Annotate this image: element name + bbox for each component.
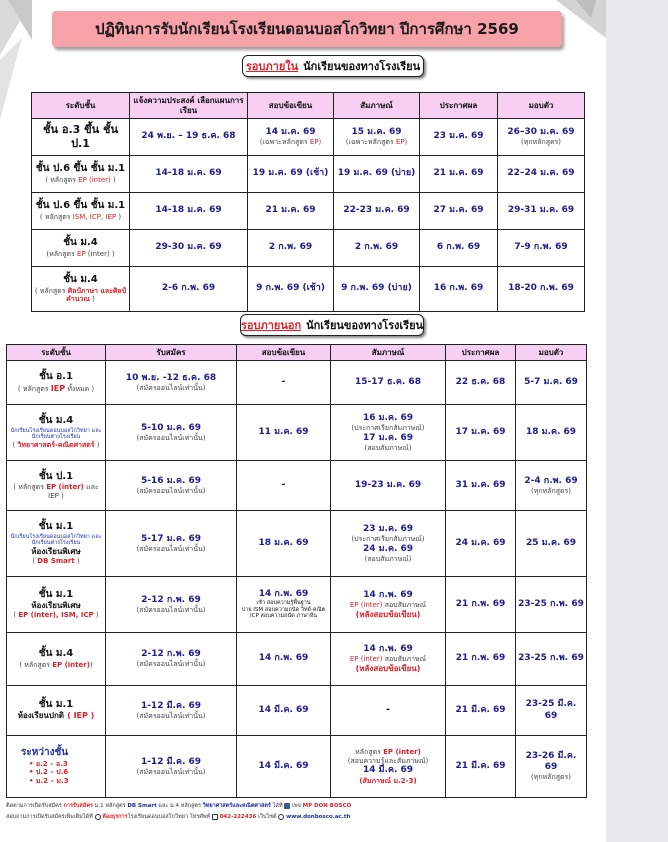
interview-cell: -	[331, 686, 446, 736]
level-note-text: ( หลักสูตร	[34, 286, 68, 295]
interview-cell: 19 ม.ค. 69 (บ่าย)	[334, 156, 420, 193]
report-cell: 18 ม.ค. 69	[516, 405, 587, 461]
level-note-emphasis: ศิลป์ภาษา และศิลป์คำนวณ	[66, 286, 127, 304]
exam-note-text: (เฉพาะหลักสูตร	[259, 138, 310, 147]
report-cell: 22–24 ม.ค. 69	[498, 156, 585, 193]
intent-cell: 24 พ.ย. – 19 ธ.ค. 68	[130, 119, 248, 156]
interview-date: 16 ม.ค. 69	[362, 412, 414, 423]
exam-date: 14 ม.ค. 69	[265, 127, 316, 137]
column-header: สอบข้อเขียน	[248, 93, 334, 119]
phone-number[interactable]: 042-222436	[219, 814, 257, 820]
level-note-text: และ IEP )	[48, 483, 99, 500]
level-note-emphasis: EP (inter), ISM, ICP	[18, 611, 94, 620]
announce-cell: 21 ก.พ. 69	[446, 577, 516, 633]
apply-cell	[106, 361, 237, 405]
column-header: มอบตัว	[498, 93, 585, 119]
report-cell: 23-25 มี.ค. 69	[516, 686, 587, 736]
announce-cell: 21 มี.ค. 69	[446, 686, 516, 736]
report-date: 26–30 ม.ค. 69	[507, 127, 575, 137]
interview-program-note	[333, 748, 443, 757]
announce-cell: 21 มี.ค. 69	[446, 736, 516, 798]
level-cell	[32, 230, 130, 267]
interview-date: 14 ก.พ. 69	[363, 589, 413, 600]
level-cell: ชั้น อ.3 ขึ้น ชั้น ป.1	[32, 119, 130, 156]
interview-note-text: หลักสูตร	[355, 747, 384, 756]
level-title: ชั้น ป.6 ขึ้น ชั้น ม.1	[35, 163, 126, 175]
level-cell	[7, 361, 106, 405]
apply-date: 5-10 ม.ค. 69	[140, 422, 202, 433]
interview-date: 14 มี.ค. 69	[362, 765, 414, 776]
footer-emphasis: ห้องธุรการ	[102, 814, 128, 820]
interview-note-emphasis: EP (inter)	[383, 747, 421, 756]
apply-cell	[106, 633, 237, 686]
level-note-text: (	[12, 440, 18, 449]
exam-note	[250, 138, 331, 147]
interview-note: (ประกาศเรียกสัมภาษณ์)	[351, 534, 425, 543]
exam-session-note: ICP สอบความถนัด ภาษาจีน	[250, 613, 317, 620]
table-header-row	[7, 345, 587, 361]
online-only-note: (สมัครออนไลน์เท่านั้น)	[136, 433, 206, 442]
online-only-note: (สมัครออนไลน์เท่านั้น)	[136, 383, 206, 392]
level-title: ชั้น อ.1	[39, 371, 73, 383]
page-title-banner	[52, 11, 562, 47]
table-row	[7, 633, 587, 686]
section-label-emphasis: รอบภายใน	[245, 60, 299, 73]
level-title: ระหว่างชั้น	[21, 747, 69, 759]
column-header: สอบข้อเขียน	[237, 345, 331, 361]
level-title: ชั้น ม.4	[63, 237, 98, 249]
report-cell: 25 ม.ค. 69	[516, 511, 587, 577]
level-range-item: • ป.2 – ป.6	[29, 768, 69, 777]
report-cell: 23-25 ก.พ. 69	[516, 633, 587, 686]
interview-date: 14 ก.พ. 69	[363, 644, 413, 654]
exam-cell	[248, 119, 334, 156]
level-title: ชั้น ม.4	[63, 274, 98, 285]
online-only-note: (สมัครออนไลน์เท่านั้น)	[136, 660, 206, 669]
footer-line-2	[6, 813, 606, 821]
interview-note-after-exam: (หลังสอบข้อเขียน)	[355, 664, 421, 673]
level-title: ชั้น ม.1	[38, 698, 74, 710]
report-date: 2-4 ก.พ. 69	[524, 475, 578, 486]
level-note	[9, 384, 103, 394]
level-note-emphasis: DB Smart	[37, 556, 75, 565]
apply-cell	[106, 461, 237, 511]
exam-session-note: เช้า สอบความรู้พื้นฐาน	[256, 600, 311, 607]
apply-date: 1-12 มี.ค. 69	[140, 756, 202, 767]
footer-text: โรงเรียนดอนบอสโกวิทยา โทรศัพท์	[127, 814, 212, 820]
exam-cell	[237, 577, 331, 633]
announce-cell: 16 ก.พ. 69	[420, 267, 498, 312]
interview-cell: 15-17 ธ.ค. 68	[331, 361, 446, 405]
online-only-note: (สมัครออนไลน์เท่านั้น)	[136, 711, 206, 720]
interview-note: (สอบความรู้และสัมภาษณ์)	[347, 756, 429, 765]
table-row	[7, 736, 587, 798]
interview-cell	[334, 119, 420, 156]
exam-cell: 14 มี.ค. 69	[237, 686, 331, 736]
exam-cell: -	[237, 361, 331, 405]
interview-cell: 19-23 ม.ค. 69	[331, 461, 446, 511]
interview-cell: 22-23 ม.ค. 69	[334, 193, 420, 230]
section-label-emphasis: รอบภายนอก	[240, 319, 302, 332]
interview-note-text: (เฉพาะหลักสูตร	[345, 138, 396, 147]
report-cell: 29-31 ม.ค. 69	[498, 193, 585, 230]
interview-cell	[331, 633, 446, 686]
level-note	[9, 661, 103, 670]
announce-cell: 21 ม.ค. 69	[420, 156, 498, 193]
level-note-text: (	[13, 611, 19, 620]
level-note-text: )	[110, 175, 116, 184]
section-label-internal	[242, 55, 424, 77]
interview-date: 17 ม.ค. 69	[362, 432, 414, 443]
exam-note-emphasis: EP)	[309, 138, 322, 147]
column-header: รับสมัคร	[106, 345, 237, 361]
column-header: ประกาศผล	[420, 93, 498, 119]
footer-text: ได้ที่	[270, 803, 285, 809]
exam-cell: 14 มี.ค. 69	[237, 736, 331, 798]
section-label-external	[240, 314, 424, 336]
apply-date: 2-12 ก.พ. 69	[141, 594, 201, 605]
apply-cell	[106, 686, 237, 736]
level-program: ห้องเรียนพิเศษ	[31, 546, 81, 556]
interview-note-text: สอบสัมภาษณ์	[382, 655, 427, 664]
section-label-text: นักเรียนของทางโรงเรียน	[303, 60, 421, 73]
column-header: ระดับชั้น	[32, 93, 130, 119]
exam-session-note: บ่าย ISM สอบความถนัด วิทย์-คณิต	[241, 606, 326, 613]
level-note-emphasis: วิทยาศาสตร์-คณิตศาสตร์	[17, 440, 95, 449]
announce-cell: 31 ม.ค. 69	[446, 461, 516, 511]
table-row	[7, 361, 587, 405]
level-note	[9, 441, 103, 450]
interview-note: (สอบสัมภาษณ์)	[364, 554, 412, 563]
table-row	[7, 511, 587, 577]
level-note	[34, 176, 127, 185]
apply-date: 2-12 ก.พ. 69	[141, 649, 201, 659]
table-row	[32, 156, 585, 193]
table-row	[32, 193, 585, 230]
exam-cell: -	[237, 461, 331, 511]
interview-note	[333, 601, 443, 610]
announce-cell: 23 ม.ค. 69	[420, 119, 498, 156]
level-title: ชั้น ม.4	[38, 415, 74, 427]
level-range-item: • ม.2 – ม.3	[29, 777, 69, 786]
interview-note-emphasis: EP)	[395, 138, 408, 147]
level-note-text: ทั้งหมด )	[65, 384, 95, 393]
level-program: ห้องเรียนพิเศษ	[31, 601, 81, 611]
footer-text: และ ม.4 หลักสูตร	[156, 803, 203, 809]
level-note-text: ( หลักสูตร	[39, 212, 73, 221]
column-header: สัมภาษณ์	[334, 93, 420, 119]
column-header: มอบตัว	[516, 345, 587, 361]
website-link[interactable]: www.donbosco.ac.th	[286, 814, 351, 820]
building-icon	[95, 814, 101, 820]
announce-cell: 27 ม.ค. 69	[420, 193, 498, 230]
report-date: 23-26 มี.ค. 69	[525, 750, 577, 773]
footer-text: ติดตามการเปิดรับสมัคร	[6, 803, 64, 809]
report-cell: 18-20 ก.พ. 69	[498, 267, 585, 312]
announce-cell: 17 ม.ค. 69	[446, 405, 516, 461]
exam-cell: 9 ก.พ. 69 (เช้า)	[248, 267, 334, 312]
level-cell	[7, 511, 106, 577]
table-row	[32, 230, 585, 267]
level-cell	[7, 577, 106, 633]
level-cell	[7, 686, 106, 736]
level-note-text: )	[94, 440, 100, 449]
footer-text: ม.1 หลักสูตร	[93, 803, 128, 809]
level-note-emphasis: EP (inter)	[52, 660, 90, 669]
report-cell: 5-7 ม.ค. 69	[516, 361, 587, 405]
level-note-text: (inter) )	[85, 249, 115, 258]
internal-schedule-table	[31, 92, 585, 312]
exam-cell: 11 ม.ค. 69	[237, 405, 331, 461]
facebook-page-link[interactable]: MP DON BOSCO	[302, 803, 352, 809]
globe-icon	[278, 814, 284, 820]
announce-cell: 24 ม.ค. 69	[446, 511, 516, 577]
interview-date: 23 ม.ค. 69	[362, 523, 414, 534]
interview-cell	[331, 736, 446, 798]
level-note-emphasis: ISM, ICP, IEP	[72, 212, 117, 221]
online-only-note: (สมัครออนไลน์เท่านั้น)	[136, 605, 206, 614]
exam-cell: 2 ก.พ. 69	[248, 230, 334, 267]
level-note-emphasis: IEP	[50, 383, 66, 393]
intent-cell: 2-6 ก.พ. 69	[130, 267, 248, 312]
table-row	[7, 405, 587, 461]
level-note-text: ( หลักสูตร	[17, 384, 51, 393]
level-note-text: )	[74, 556, 80, 565]
column-header: ระดับชั้น	[7, 345, 106, 361]
level-range-item: • อ.2 – อ.3	[29, 759, 68, 768]
exam-date: 14 ก.พ. 69	[258, 588, 309, 599]
footer-emphasis: DB Smart	[127, 803, 157, 809]
table-row	[32, 267, 585, 312]
level-note-emphasis: EP (inter)	[46, 483, 84, 491]
level-cell	[32, 156, 130, 193]
interview-note: (สอบสัมภาษณ์)	[364, 443, 412, 452]
footer-text: เพจ	[292, 803, 303, 809]
report-cell: 23-25 ก.พ. 69	[516, 577, 587, 633]
level-note-text: ( หลักสูตร	[13, 483, 47, 491]
level-title: ชั้น ป.1	[38, 470, 74, 482]
exam-cell: 14 ก.พ. 69	[237, 633, 331, 686]
footer-line-1	[6, 802, 606, 810]
online-only-note: (สมัครออนไลน์เท่านั้น)	[136, 767, 206, 776]
interview-cell	[331, 577, 446, 633]
footer-emphasis: การรับสมัคร	[63, 803, 93, 809]
level-cell	[7, 633, 106, 686]
level-note-text: )	[116, 212, 122, 221]
level-cell	[32, 267, 130, 312]
apply-date: 1-12 มี.ค. 69	[140, 700, 202, 711]
level-title: ชั้น ป.6 ขึ้น ชั้น ม.1	[35, 200, 126, 212]
report-cell	[498, 119, 585, 156]
report-cell: 7-9 ก.พ. 69	[498, 230, 585, 267]
report-cell	[516, 736, 587, 798]
interview-note-emphasis: EP (inter)	[349, 655, 383, 664]
apply-cell	[106, 736, 237, 798]
table-row	[7, 461, 587, 511]
apply-date: 5-16 ม.ค. 69	[140, 475, 202, 486]
level-note-emphasis: EP (inter)	[78, 175, 111, 184]
apply-date: 5-17 ม.ค. 69	[140, 533, 202, 544]
level-title: ชั้น ม.1	[38, 588, 74, 600]
level-note-text: (	[32, 556, 38, 565]
level-audience-note: นักเรียนโรงเรียนดอนบอสโกวิทยา และนักเรียนต่างโรงเรียน	[10, 427, 102, 441]
level-cell	[32, 193, 130, 230]
phone-icon	[212, 814, 218, 820]
interview-note-emphasis: EP (inter)	[349, 600, 383, 609]
footer-emphasis: วิทยาศาสตร์และคณิตศาสตร์	[202, 803, 271, 809]
online-only-note: (สมัครออนไลน์เท่านั้น)	[136, 486, 206, 495]
level-cell	[7, 461, 106, 511]
interview-note-text: สอบสัมภาษณ์	[382, 600, 427, 609]
external-schedule-table	[6, 344, 587, 798]
footer-text: เว็บไซต์	[256, 814, 279, 820]
exam-cell: 21 ม.ค. 69	[248, 193, 334, 230]
interview-note-after-exam: (สัมภาษณ์ ม.2-3)	[359, 776, 417, 785]
interview-note: (ประกาศเรียกสัมภาษณ์)	[351, 423, 425, 432]
level-note	[9, 611, 103, 620]
level-cell	[7, 405, 106, 461]
announce-cell: 22 ธ.ค. 68	[446, 361, 516, 405]
level-note	[9, 557, 103, 566]
level-note	[34, 250, 127, 259]
apply-cell	[106, 405, 237, 461]
column-header: สัมภาษณ์	[331, 345, 446, 361]
level-program: ห้องเรียนปกติ	[17, 711, 64, 721]
report-note: (ทุกหลักสูตร)	[520, 138, 562, 147]
level-note	[34, 287, 127, 305]
interview-note	[336, 138, 417, 147]
level-note-text: )	[89, 295, 95, 304]
column-header: แจ้งความประสงค์ เลือกแผนการเรียน	[130, 93, 248, 119]
report-note: (ทุกหลักสูตร)	[530, 486, 572, 495]
report-cell	[516, 461, 587, 511]
table-row	[7, 577, 587, 633]
page-title: ปฏิทินการรับนักเรียนโรงเรียนดอนบอสโกวิทยา ปีการศึกษา 2569	[95, 20, 519, 38]
footer-text: สอบถามการเปิดรับสมัครเพิ่มเติมได้ที่	[6, 814, 95, 820]
level-note-text: ( หลักสูตร	[19, 660, 53, 669]
level-note-text: )	[93, 611, 99, 620]
level-note	[9, 483, 103, 501]
intent-cell: 29-30 ม.ค. 69	[130, 230, 248, 267]
announce-cell: 21 ก.พ. 69	[446, 633, 516, 686]
level-note-text: )	[89, 660, 93, 669]
table-row	[32, 119, 585, 156]
interview-cell	[331, 511, 446, 577]
apply-cell	[106, 511, 237, 577]
column-header: ประกาศผล	[446, 345, 516, 361]
interview-date: 24 ม.ค. 69	[362, 543, 414, 554]
exam-cell: 19 ม.ค. 69 (เช้า)	[248, 156, 334, 193]
table-row	[7, 686, 587, 736]
table-header-row	[32, 93, 585, 119]
level-cell	[7, 736, 106, 798]
level-note-text: (หลักสูตร	[46, 249, 78, 258]
announce-cell: 6 ก.พ. 69	[420, 230, 498, 267]
interview-cell: 2 ก.พ. 69	[334, 230, 420, 267]
apply-cell	[106, 577, 237, 633]
intent-cell: 14-18 ม.ค. 69	[130, 193, 248, 230]
level-note-emphasis: ( IEP )	[67, 711, 95, 721]
online-only-note: (สมัครออนไลน์เท่านั้น)	[136, 544, 206, 553]
section-label-text: นักเรียนของทางโรงเรียน	[306, 319, 424, 332]
facebook-icon	[284, 803, 290, 809]
level-note	[34, 213, 127, 222]
apply-date: 10 พ.ย. -12 ธ.ค. 68	[125, 372, 217, 383]
interview-cell	[331, 405, 446, 461]
interview-note	[333, 655, 443, 664]
level-title: ชั้น ม.4	[38, 648, 74, 660]
intent-cell: 14-18 ม.ค. 69	[130, 156, 248, 193]
interview-cell: 9 ก.พ. 69 (บ่าย)	[334, 267, 420, 312]
level-title: ชั้น ม.1	[38, 521, 74, 533]
level-note-emphasis: EP	[77, 249, 86, 258]
report-note: (ทุกหลักสูตร)	[530, 773, 572, 782]
interview-date: 15 ม.ค. 69	[351, 127, 402, 137]
level-audience-note: นักเรียนโรงเรียนดอนบอสโกวิทยา และนักเรียนต่างโรงเรียน	[10, 533, 102, 547]
exam-cell: 18 ม.ค. 69	[237, 511, 331, 577]
interview-note-after-exam: (หลังสอบข้อเขียน)	[355, 609, 421, 619]
level-note-text: ( หลักสูตร	[45, 175, 79, 184]
